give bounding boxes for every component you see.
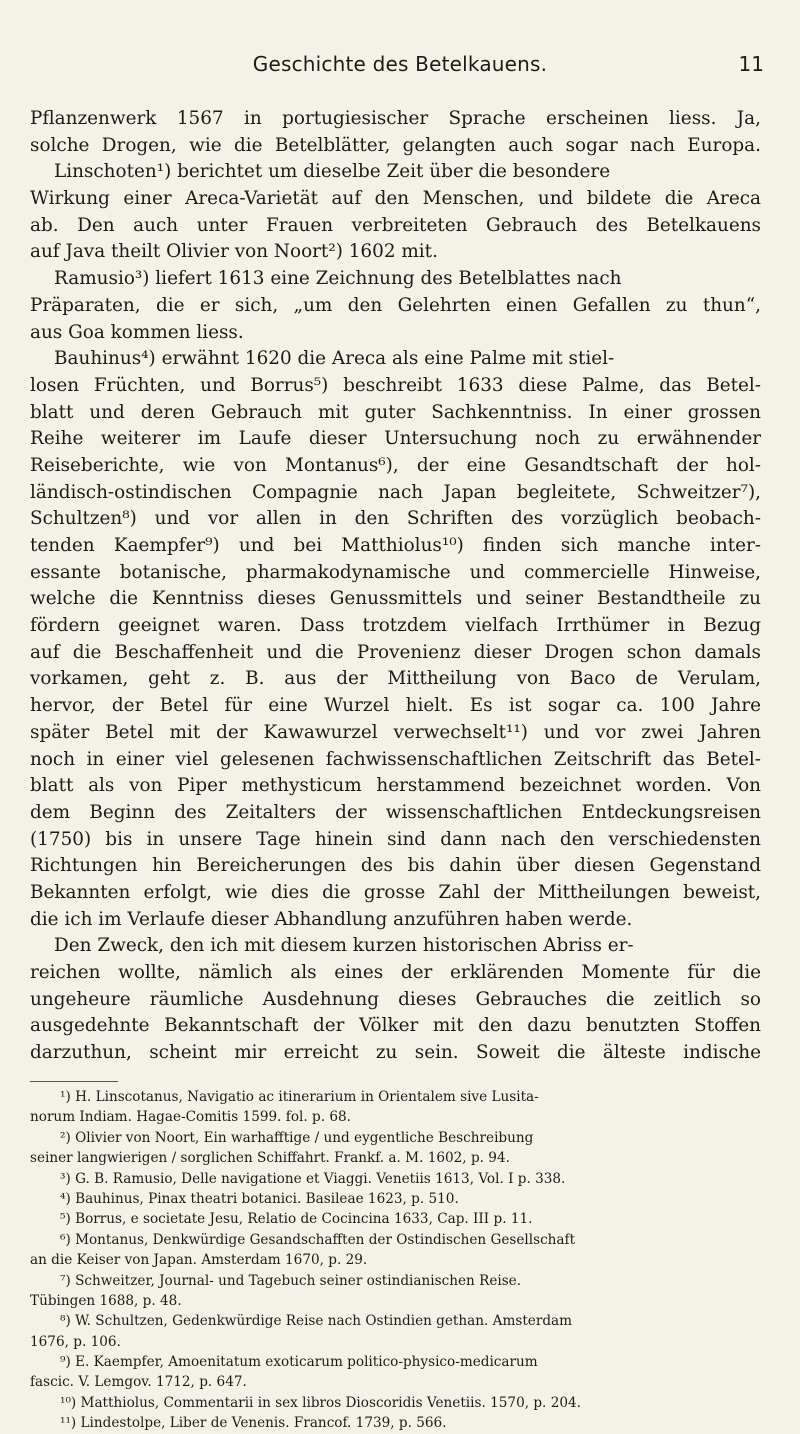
body-line: blatt und deren Gebrauch mit guter Sachkenntniss. In einer grossen: [30, 401, 761, 423]
footnote-line: ⁴) Bauhinus, Pinax theatri botanici. Basileae 1623, p. 510.: [60, 1190, 459, 1207]
footnotes: [30, 1087, 761, 1434]
body-line: blatt als von Piper methysticum herstammend bezeichnet worden. Von: [30, 775, 761, 797]
body-line: Pflanzenwerk 1567 in portugiesischer Sprache erscheinen liess. Ja,: [30, 108, 761, 129]
body-line: Schultzen⁸) und vor allen in den Schriften des vorzüglich beobach-: [30, 508, 761, 530]
footnote-line: 1676, p. 106.: [30, 1333, 121, 1350]
footnote-line: ³) G. B. Ramusio, Delle navigatione et Viaggi. Venetiis 1613, Vol. I p. 338.: [60, 1170, 566, 1187]
footnote-line: ⁶) Montanus, Denkwürdige Gesandschafften der Ostindischen Gesellschaft: [60, 1231, 576, 1248]
footnote-line: ⁵) Borrus, e societate Jesu, Relatio de Cocincina 1633, Cap. III p. 11.: [60, 1211, 533, 1228]
body-line: noch in einer viel gelesenen fachwissenschaftlichen Zeitschrift das Betel-: [30, 748, 761, 770]
body-line: Ramusio³) liefert 1613 eine Zeichnung des Betelblattes nach: [54, 268, 622, 290]
body-line: Richtungen hin Bereicherungen des bis dahin über diesen Gegenstand: [30, 855, 761, 877]
body-line: Präparaten, die er sich, „um den Gelehrten einen Gefallen zu thun“,: [30, 294, 761, 316]
footnote-line: ¹⁰) Matthiolus, Commentarii in sex libros Dioscoridis Venetiis. 1570, p. 204.: [60, 1394, 581, 1411]
body-line: ausgedehnte Bekanntschaft der Völker mit den dazu benutzten Stoffen: [30, 1015, 761, 1037]
body-line: hervor, der Betel für eine Wurzel hielt. Es ist sogar ca. 100 Jahre: [30, 695, 761, 717]
body-line: Bauhinus⁴) erwähnt 1620 die Areca als eine Palme mit stiel-: [54, 348, 615, 370]
body-line: reichen wollte, nämlich als eines der erklärenden Momente für die: [30, 962, 761, 983]
footnote-line: norum Indiam. Hagae-Comitis 1599. fol. p. 68.: [30, 1109, 351, 1126]
body-line: tenden Kaempfer⁹) und bei Matthiolus¹⁰) finden sich manche inter-: [30, 535, 761, 556]
footnote-line: seiner langwierigen / sorglichen Schiffahrt. Frankf. a. M. 1602, p. 94.: [30, 1150, 510, 1167]
body-line: solche Drogen, wie die Betelblätter, gelangten auch sogar nach Europa.: [30, 134, 761, 156]
body-line: ab. Den auch unter Frauen verbreiteten Gebrauch des Betelkauens: [30, 214, 761, 236]
body-line: auf die Beschaffenheit und die Provenienz dieser Drogen schon damals: [30, 641, 761, 663]
footnote-line: ²) Olivier von Noort, Ein warhafftige / und eygentliche Beschreibung: [60, 1129, 534, 1146]
body-text: [30, 106, 761, 1067]
body-line: ungeheure räumliche Ausdehnung dieses Gebrauches die zeitlich so: [30, 988, 761, 1010]
body-line: Den Zweck, den ich mit diesem kurzen historischen Abriss er-: [54, 935, 634, 957]
body-line: Reiseberichte, wie von Montanus⁶), der eine Gesandtschaft der hol-: [30, 454, 761, 476]
running-title: Geschichte des Betelkauens.: [252, 52, 548, 76]
body-line: Linschoten¹) berichtet um dieselbe Zeit über die besondere: [54, 161, 611, 183]
body-line: die ich im Verlaufe dieser Abhandlung anzuführen haben werde.: [30, 908, 633, 930]
page-header: [0, 52, 800, 82]
body-line: losen Früchten, und Borrus⁵) beschreibt 1633 diese Palme, das Betel-: [30, 374, 761, 396]
footnote-line: ⁸) W. Schultzen, Gedenkwürdige Reise nach Ostindien gethan. Amsterdam: [60, 1313, 573, 1330]
body-line: welche die Kenntniss dieses Genussmittels und seiner Bestandtheile zu: [30, 588, 761, 610]
body-line: fördern geeignet waren. Dass trotzdem vielfach Irrthümer in Bezug: [30, 615, 761, 637]
footnote-line: fascic. V. Lemgov. 1712, p. 647.: [30, 1374, 247, 1391]
body-line: auf Java theilt Olivier von Noort²) 1602 mit.: [30, 241, 438, 263]
body-line: später Betel mit der Kawawurzel verwechselt¹¹) und vor zwei Jahren: [30, 721, 761, 743]
footnote-line: an die Keiser von Japan. Amsterdam 1670, p. 29.: [30, 1252, 368, 1269]
body-line: ländisch-ostindischen Compagnie nach Japan begleitete, Schweitzer⁷),: [30, 481, 761, 503]
footnote-line: ⁷) Schweitzer, Journal- und Tagebuch seiner ostindianischen Reise.: [60, 1272, 522, 1289]
page-number: 11: [738, 52, 764, 76]
body-line: darzuthun, scheint mir erreicht zu sein. Soweit die älteste indische: [30, 1042, 761, 1064]
body-line: Reihe weiterer im Laufe dieser Untersuchung noch zu erwähnender: [30, 428, 761, 450]
body-line: Bekannten erfolgt, wie dies die grosse Zahl der Mittheilungen beweist,: [30, 881, 761, 903]
footnote-separator: [30, 1081, 118, 1082]
footnote-line: ¹¹) Lindestolpe, Liber de Venenis. Francof. 1739, p. 566.: [60, 1415, 447, 1432]
body-line: vorkamen, geht z. B. aus der Mittheilung von Baco de Verulam,: [30, 668, 761, 690]
body-line: aus Goa kommen liess.: [30, 321, 244, 343]
footnote-line: ¹) H. Linscotanus, Navigatio ac itinerarium in Orientalem sive Lusita-: [60, 1089, 539, 1105]
footnote-line: Tübingen 1688, p. 48.: [30, 1292, 182, 1309]
footnote-line: ⁹) E. Kaempfer, Amoenitatum exoticarum politico-physico-medicarum: [60, 1354, 538, 1371]
body-line: dem Beginn des Zeitalters der wissenschaftlichen Entdeckungsreisen: [30, 801, 761, 823]
body-line: (1750) bis in unsere Tage hinein sind dann nach den verschiedensten: [30, 828, 761, 850]
body-line: Wirkung einer Areca-Varietät auf den Menschen, und bildete die Areca: [30, 188, 761, 210]
body-line: essante botanische, pharmakodynamische und commercielle Hinweise,: [30, 561, 761, 583]
